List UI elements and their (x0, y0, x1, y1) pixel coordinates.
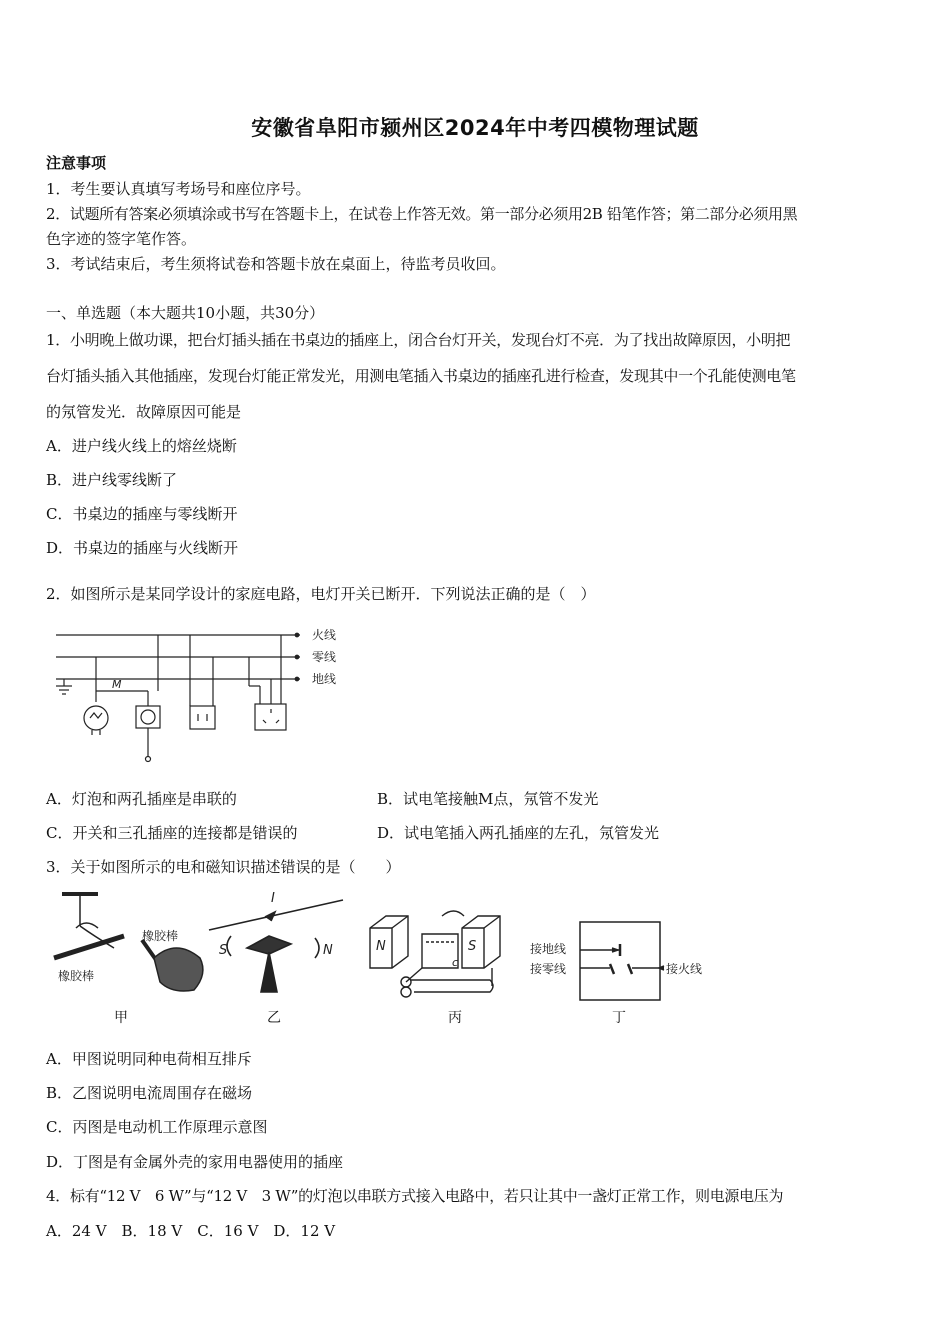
q3-n-pole-label: N (323, 943, 333, 958)
q3-s-pole-label: S (219, 943, 228, 958)
q3-live-wire-label: 接火线 (666, 962, 703, 976)
q1-option-d: D．书桌边的插座与火线断开 (46, 539, 239, 557)
q3-motor-c-label: c (452, 956, 459, 969)
q3-option-d: D．丁图是有金属外壳的家用电器使用的插座 (46, 1153, 344, 1171)
q1-stem-line: 1．小明晚上做功课，把台灯插头插在书桌边的插座上，闭合台灯开关，发现台灯不亮．为了找出故障原因，小明把 (46, 331, 791, 349)
q2-option-c: C．开关和三孔插座的连接都是错误的 (46, 824, 298, 842)
q1-stem-line: 台灯插头插入其他插座，发现台灯能正常发光，用测电笔插入书桌边的插座孔进行检查，发现其中一个孔能使测电笔 (46, 367, 796, 385)
q1-option-b: B．进户线零线断了 (46, 471, 178, 489)
q4-stem: 4．标有“12 V 6 W”与“12 V 3 W”的灯泡以串联方式接入电路中，若只让其中一盏灯正常工作，则电源电压为 (46, 1187, 784, 1205)
section-heading: 一、单选题（本大题共10小题，共30分） (46, 304, 325, 322)
q3-option-b: B．乙图说明电流周围存在磁场 (46, 1084, 253, 1102)
q2-live-label: 火线 (312, 628, 337, 642)
q3-motor-n-label: N (376, 939, 386, 954)
q1-option-a: A．进户线火线上的熔丝烧断 (46, 437, 237, 455)
q3-caption-yi: 乙 (267, 1010, 281, 1026)
q2-option-d: D．试电笔插入两孔插座的左孔，氖管发光 (377, 824, 660, 842)
notice-item: 色字迹的签字笔作答。 (46, 230, 197, 248)
q2-ground-label: 地线 (312, 672, 337, 686)
notice-item: 2．试题所有答案必须填涂或书写在答题卡上，在试卷上作答无效。第一部分必须用2B 铅笔作答；第二部分必须用黑 (46, 205, 798, 223)
q3-caption-jia: 甲 (114, 1010, 128, 1026)
q3-ground-wire-label: 接地线 (530, 942, 567, 956)
q4-options: A．24 V B．18 V C．16 V D．12 V (46, 1222, 336, 1240)
q2-stem: 2．如图所示是某同学设计的家庭电路，电灯开关已断开．下列说法正确的是（ ） (46, 585, 596, 603)
q3-figure-ding (528, 912, 728, 1007)
q3-figure-bing (362, 888, 522, 1003)
q3-option-c: C．丙图是电动机工作原理示意图 (46, 1118, 268, 1136)
q3-caption-ding: 丁 (612, 1010, 626, 1026)
q3-option-a: A．甲图说明同种电荷相互排斥 (46, 1050, 252, 1068)
q3-figure-yi (205, 888, 350, 998)
q2-circuit-figure (50, 624, 360, 764)
q3-stem: 3．关于如图所示的电和磁知识描述错误的是（ ） (46, 858, 401, 876)
q3-rod-top-label: 橡胶棒 (142, 929, 179, 943)
q3-caption-bing: 丙 (448, 1010, 462, 1026)
page-title: 安徽省阜阳市颍州区2024年中考四模物理试题 (251, 116, 699, 140)
q2-point-m-label: M (112, 678, 122, 691)
q1-stem-line: 的氖管发光．故障原因可能是 (46, 403, 242, 421)
notice-heading: 注意事项 (46, 154, 107, 172)
q3-motor-s-label: S (468, 939, 477, 954)
notice-item: 3．考试结束后，考生须将试卷和答题卡放在桌面上，待监考员收回。 (46, 255, 506, 273)
q2-option-b: B．试电笔接触M点，氖管不发光 (377, 790, 599, 808)
notice-item: 1．考生要认真填写考场号和座位序号。 (46, 180, 311, 198)
q3-figure-jia (46, 888, 216, 1003)
q2-option-a: A．灯泡和两孔插座是串联的 (46, 790, 237, 808)
q2-neutral-label: 零线 (312, 650, 337, 664)
q3-current-label: I (271, 891, 275, 906)
q1-option-c: C．书桌边的插座与零线断开 (46, 505, 238, 523)
q3-neutral-wire-label: 接零线 (530, 962, 567, 976)
q3-rod-bottom-label: 橡胶棒 (58, 969, 95, 983)
